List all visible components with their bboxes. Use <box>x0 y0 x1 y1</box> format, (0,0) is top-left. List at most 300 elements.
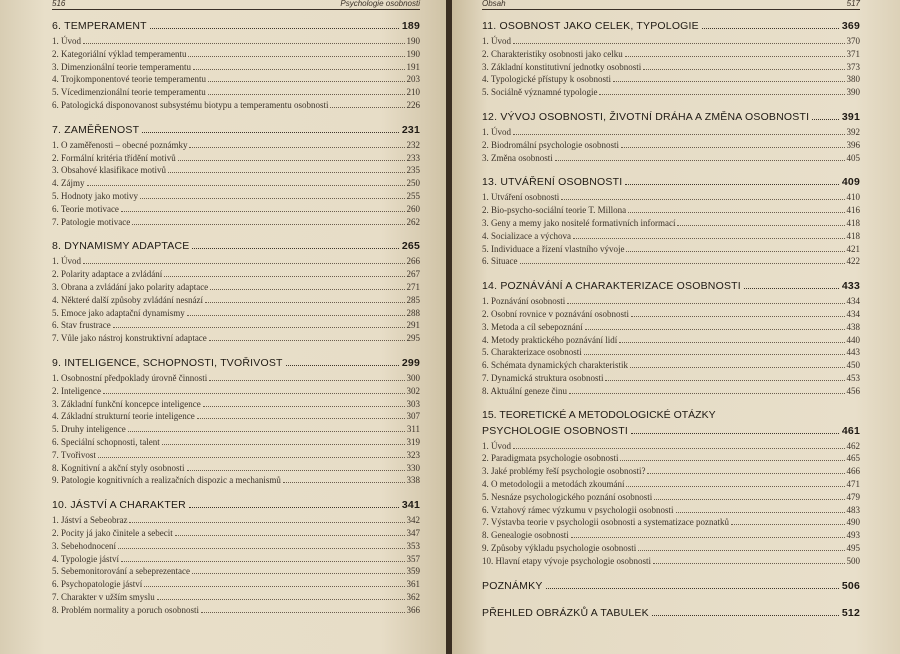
dot-leader <box>561 199 844 200</box>
entry-title: 7. Tvořivost <box>52 449 96 460</box>
dot-leader <box>150 28 399 29</box>
chapter-page-number: 299 <box>401 356 420 369</box>
toc-chapter <box>52 228 420 345</box>
entry-title: 1. Úvod <box>52 256 81 267</box>
entry-page-number: 471 <box>846 478 860 489</box>
toc-entry <box>52 565 420 578</box>
chapter-page-number: 433 <box>841 280 860 293</box>
dot-leader <box>283 482 405 483</box>
entry-title: 7. Výstavba teorie v psychologii osobnosti a systematizace poznatků <box>482 517 730 528</box>
entry-page-number: 255 <box>406 190 420 201</box>
entry-title: 3. Sebehodnocení <box>52 540 116 551</box>
dot-leader <box>205 302 405 303</box>
toc-entry <box>52 294 420 307</box>
dot-leader <box>677 225 844 226</box>
entry-page-number: 462 <box>846 440 860 451</box>
dot-leader <box>585 329 845 330</box>
entry-title: 2. Paradigmata psychologie osobnosti <box>482 453 619 464</box>
chapter-spacer <box>482 398 860 408</box>
entry-title: 3. Metoda a cíl sebepoznání <box>482 321 583 332</box>
entry-page-number: 291 <box>406 320 420 331</box>
chapter-spacer <box>482 164 860 174</box>
dot-leader <box>626 251 844 252</box>
entry-page-number: 362 <box>406 591 420 602</box>
dot-leader <box>513 134 845 135</box>
dot-leader <box>628 212 844 213</box>
toc-entry <box>52 553 420 566</box>
chapter-heading <box>482 278 860 295</box>
dot-leader <box>113 327 405 328</box>
entry-title: 2. Polarity adaptace a zvládání <box>52 269 163 280</box>
chapter-spacer <box>482 99 860 109</box>
dot-leader <box>625 56 845 57</box>
entry-page-number: 330 <box>406 462 420 473</box>
entry-title: 9. Způsoby výkladu psychologie osobnosti <box>482 542 637 553</box>
toc-chapter <box>52 112 420 229</box>
chapter-page-number: 341 <box>401 499 420 512</box>
chapter-title: 14. POZNÁVÁNÍ A CHARAKTERIZACE OSOBNOSTI <box>482 280 741 293</box>
chapter-page-number: 391 <box>841 110 860 123</box>
entry-title: 3. Základní funkční koncepce inteligence <box>52 398 201 409</box>
dot-leader <box>812 119 839 120</box>
entry-title: 4. Metody praktického poznávání lidí <box>482 334 618 345</box>
toc-entry <box>52 48 420 61</box>
toc-chapter <box>482 595 860 622</box>
dot-leader <box>83 43 405 44</box>
toc-entry <box>482 372 860 385</box>
chapter-heading <box>482 18 860 35</box>
dot-leader <box>121 211 405 212</box>
entry-page-number: 465 <box>846 453 860 464</box>
entry-title: 8. Kognitivní a akční styly osobnosti <box>52 462 185 473</box>
entry-title: 1. Osobnostní předpoklady úrovně činnosti <box>52 372 208 383</box>
entry-title: 2. Kategoriální výklad temperamentu <box>52 48 187 59</box>
dot-leader <box>513 43 845 44</box>
toc-entry <box>52 319 420 332</box>
dot-leader <box>168 172 405 173</box>
chapter-title: 10. JÁSTVÍ A CHARAKTER <box>52 499 186 512</box>
entry-page-number: 418 <box>846 217 860 228</box>
toc-entry <box>52 385 420 398</box>
dot-leader <box>187 315 405 316</box>
dot-leader <box>162 444 405 445</box>
chapter-title: PŘEHLED OBRÁZKŮ A TABULEK <box>482 606 649 619</box>
entry-title: 5. Druhy inteligence <box>52 424 126 435</box>
toc-entry <box>52 177 420 190</box>
entry-title: 7. Dynamická struktura osobnosti <box>482 372 604 383</box>
dot-leader <box>142 132 399 133</box>
entry-title: 6. Psychopatologie jáství <box>52 579 143 590</box>
entry-page-number: 203 <box>406 74 420 85</box>
entry-title: 4. Základní strukturní teorie inteligence <box>52 411 195 422</box>
dot-leader <box>330 107 404 108</box>
entry-page-number: 323 <box>406 449 420 460</box>
toc-entry <box>52 152 420 165</box>
entry-title: 4. O metodologii a metodách zkoumání <box>482 478 625 489</box>
dot-leader <box>744 288 839 289</box>
toc-entry <box>482 359 860 372</box>
entry-title: 10. Hlavní etapy vývoje psychologie osobnosti <box>482 555 651 566</box>
toc-entry <box>482 126 860 139</box>
entry-page-number: 295 <box>406 333 420 344</box>
entry-title: 1. Úvod <box>482 126 511 137</box>
toc-entry <box>52 591 420 604</box>
entry-title: 1. Jáství a Sebeobraz <box>52 515 128 526</box>
chapter-heading <box>482 605 860 622</box>
entry-page-number: 190 <box>406 36 420 46</box>
chapter-spacer <box>482 268 860 278</box>
dot-leader <box>197 418 405 419</box>
toc-chapter <box>482 568 860 595</box>
entry-page-number: 373 <box>846 61 860 72</box>
entry-title: 6. Vztahový rámec výzkumu v psychologii osobnosti <box>482 504 674 515</box>
entry-page-number: 302 <box>406 385 420 396</box>
toc-entry <box>482 529 860 542</box>
dot-leader <box>98 457 405 458</box>
toc-entry <box>52 139 420 152</box>
entry-page-number: 440 <box>846 334 860 345</box>
chapter-title: 9. INTELIGENCE, SCHOPNOSTI, TVOŘIVOST <box>52 356 283 369</box>
toc-entry <box>52 61 420 74</box>
page-number: 517 <box>846 0 860 8</box>
entry-page-number: 422 <box>846 256 860 267</box>
entry-page-number: 500 <box>846 555 860 566</box>
entry-title: 3. Obsahové klasifikace motivů <box>52 165 166 176</box>
entry-title: 6. Schémata dynamických charakteristik <box>482 360 628 371</box>
entry-title: 5. Sociálně významné typologie <box>482 87 598 98</box>
dot-leader <box>189 507 399 508</box>
entry-title: 5. Nesnáze psychologického poznání osobnosti <box>482 491 653 502</box>
dot-leader <box>129 522 404 523</box>
entry-title: 6. Stav frustrace <box>52 320 111 331</box>
entry-title: 7. Charakter v užším smyslu <box>52 591 155 602</box>
toc-entry <box>52 578 420 591</box>
chapter-spacer <box>52 112 420 122</box>
left-running-head <box>52 0 420 10</box>
toc-entry <box>52 281 420 294</box>
entry-page-number: 416 <box>846 205 860 216</box>
entry-page-number: 357 <box>406 553 420 564</box>
entry-page-number: 361 <box>406 579 420 590</box>
entry-title: 2. Biodromální psychologie osobnosti <box>482 139 619 150</box>
dot-leader <box>187 470 405 471</box>
chapter-title: 11. OSOBNOST JAKO CELEK, TYPOLOGIE <box>482 20 699 32</box>
page-number: 516 <box>52 0 66 8</box>
entry-page-number: 288 <box>406 307 420 318</box>
toc-entry <box>52 514 420 527</box>
entry-title: 7. Vůle jako nástroj konstruktivní adaptace <box>52 333 207 344</box>
chapter-title: 12. VÝVOJ OSOBNOSTI, ŽIVOTNÍ DRÁHA A ZMĚNA OSOBNOSTI <box>482 110 810 123</box>
toc-entry <box>52 307 420 320</box>
entry-title: 2. Inteligence <box>52 385 101 396</box>
entry-page-number: 266 <box>406 256 420 267</box>
entry-page-number: 410 <box>846 192 860 203</box>
entry-title: 2. Bio-psycho-sociální teorie T. Millona <box>482 205 627 216</box>
entry-title: 4. Socializace a výchova <box>482 230 571 241</box>
dot-leader <box>189 147 404 148</box>
toc-entry <box>52 190 420 203</box>
entry-page-number: 490 <box>846 517 860 528</box>
toc-entry <box>52 73 420 86</box>
entry-page-number: 190 <box>406 48 420 59</box>
dot-leader <box>571 537 845 538</box>
entry-page-number: 370 <box>846 36 860 46</box>
entry-page-number: 392 <box>846 126 860 137</box>
chapter-heading <box>482 109 860 126</box>
toc-entry <box>52 410 420 423</box>
toc-entry <box>482 440 860 453</box>
chapter-page-number: 409 <box>841 176 860 189</box>
dot-leader <box>121 561 405 562</box>
dot-leader <box>613 81 845 82</box>
chapter-page-number: 506 <box>841 579 860 592</box>
entry-title: 8. Genealogie osobnosti <box>482 530 569 541</box>
entry-page-number: 303 <box>406 398 420 409</box>
dot-leader <box>647 473 844 474</box>
right-page <box>452 0 900 654</box>
toc-entry <box>482 542 860 555</box>
entry-page-number: 380 <box>846 74 860 85</box>
dot-leader <box>654 499 844 500</box>
toc-entry <box>52 462 420 475</box>
toc-entry <box>52 423 420 436</box>
entry-title: 3. Změna osobnosti <box>482 152 553 163</box>
entry-page-number: 311 <box>406 424 420 435</box>
dot-leader <box>631 316 845 317</box>
dot-leader <box>164 276 404 277</box>
chapter-page-number: 231 <box>401 123 420 136</box>
entry-title: 2. Osobní rovnice v poznávání osobnosti <box>482 308 629 319</box>
chapter-title: 6. TEMPERAMENT <box>52 20 147 32</box>
dot-leader <box>631 433 839 434</box>
chapter-heading <box>482 423 860 440</box>
dot-leader <box>209 340 405 341</box>
toc-entry <box>482 385 860 398</box>
entry-page-number: 479 <box>846 491 860 502</box>
toc-entry <box>52 99 420 112</box>
chapter-title: 13. UTVÁŘENÍ OSOBNOSTI <box>482 176 623 189</box>
entry-page-number: 434 <box>846 296 860 307</box>
toc-entry <box>482 491 860 504</box>
toc-entry <box>482 230 860 243</box>
entry-title: 4. Některé další způsoby zvládání nesnází <box>52 294 203 305</box>
chapter-spacer <box>52 345 420 355</box>
dot-leader <box>567 303 844 304</box>
toc-entry <box>482 255 860 268</box>
dot-leader <box>599 94 844 95</box>
entry-page-number: 353 <box>406 540 420 551</box>
entry-title: 1. Poznávání osobnosti <box>482 296 566 307</box>
entry-page-number: 260 <box>406 203 420 214</box>
chapter-heading <box>482 174 860 191</box>
entry-page-number: 421 <box>846 243 860 254</box>
entry-title: 8. Problém normality a poruch osobnosti <box>52 604 199 615</box>
toc-entry <box>482 35 860 48</box>
dot-leader <box>210 289 404 290</box>
dot-leader <box>630 367 845 368</box>
toc-entry <box>482 152 860 165</box>
right-toc <box>482 18 860 622</box>
entry-title: 9. Patologie kognitivních a realizačních dispozic a mechanismů <box>52 475 281 486</box>
toc-chapter <box>52 18 420 112</box>
chapter-heading <box>52 122 420 139</box>
toc-chapter <box>52 487 420 616</box>
toc-entry <box>482 334 860 347</box>
chapter-spacer <box>52 487 420 497</box>
chapter-title-line: 15. TEORETICKÉ A METODOLOGICKÉ OTÁZKY <box>482 408 716 421</box>
dot-leader <box>620 460 844 461</box>
entry-title: 5. Hodnoty jako motivy <box>52 190 138 201</box>
entry-title: 1. Úvod <box>482 440 511 451</box>
chapter-title: 8. DYNAMISMY ADAPTACE <box>52 240 190 253</box>
toc-entry <box>52 268 420 281</box>
entry-title: 5. Sebemonitorování a sebeprezentace <box>52 566 190 577</box>
toc-entry <box>482 308 860 321</box>
toc-entry <box>482 516 860 529</box>
toc-entry <box>482 61 860 74</box>
toc-entry <box>52 216 420 229</box>
toc-entry <box>482 217 860 230</box>
dot-leader <box>193 69 405 70</box>
entry-title: 4. Typologie jáství <box>52 553 119 564</box>
entry-page-number: 493 <box>846 530 860 541</box>
toc-chapter <box>482 398 860 568</box>
entry-title: 6. Speciální schopnosti, talent <box>52 436 160 447</box>
entry-title: 1. Utváření osobnosti <box>482 192 560 203</box>
entry-page-number: 235 <box>406 165 420 176</box>
toc-entry <box>52 436 420 449</box>
toc-chapter <box>482 164 860 268</box>
dot-leader <box>546 588 839 589</box>
entry-page-number: 300 <box>406 372 420 383</box>
entry-title: 6. Teorie motivace <box>52 203 119 214</box>
entry-page-number: 232 <box>406 139 420 150</box>
entry-title: 6. Situace <box>482 256 518 267</box>
left-toc <box>52 18 420 616</box>
toc-chapter <box>482 18 860 99</box>
toc-entry <box>52 255 420 268</box>
entry-page-number: 418 <box>846 230 860 241</box>
toc-entry <box>52 35 420 48</box>
entry-title: 3. Základní konstitutivní jednotky osobnosti <box>482 61 642 72</box>
chapter-page-number: 512 <box>841 606 860 619</box>
dot-leader <box>702 28 839 29</box>
dot-leader <box>157 599 405 600</box>
toc-entry <box>52 164 420 177</box>
toc-entry <box>52 398 420 411</box>
dot-leader <box>188 56 404 57</box>
toc-chapter <box>482 99 860 164</box>
chapter-heading <box>52 355 420 372</box>
chapter-page-number: 189 <box>401 20 420 32</box>
entry-page-number: 307 <box>406 411 420 422</box>
chapter-heading <box>52 18 420 35</box>
toc-entry <box>482 452 860 465</box>
right-running-head <box>482 0 860 10</box>
toc-entry <box>482 478 860 491</box>
chapter-heading <box>482 578 860 595</box>
entry-page-number: 359 <box>406 566 420 577</box>
chapter-page-number: 369 <box>841 20 860 32</box>
entry-page-number: 226 <box>406 99 420 110</box>
toc-entry <box>52 203 420 216</box>
chapter-title: 7. ZAMĚŘENOST <box>52 123 140 136</box>
entry-title: 1. Úvod <box>52 36 81 46</box>
toc-chapter <box>482 268 860 397</box>
dot-leader <box>128 431 405 432</box>
entry-page-number: 434 <box>846 308 860 319</box>
dot-leader <box>605 380 844 381</box>
chapter-page-number: 265 <box>401 240 420 253</box>
dot-leader <box>643 69 844 70</box>
dot-leader <box>83 263 405 264</box>
entry-title: 2. Charakteristiky osobnosti jako celku <box>482 48 623 59</box>
toc-entry <box>52 86 420 99</box>
toc-entry <box>52 540 420 553</box>
entry-title: 5. Individuace a řízení vlastního vývoje <box>482 243 625 254</box>
dot-leader <box>144 586 404 587</box>
dot-leader <box>652 615 839 616</box>
dot-leader <box>731 524 844 525</box>
entry-title: 1. Úvod <box>482 36 511 46</box>
dot-leader <box>140 198 405 199</box>
entry-page-number: 347 <box>406 527 420 538</box>
dot-leader <box>192 573 405 574</box>
toc-entry <box>482 191 860 204</box>
toc-entry <box>482 504 860 517</box>
entry-page-number: 456 <box>846 385 860 396</box>
entry-page-number: 338 <box>406 475 420 486</box>
toc-entry <box>482 321 860 334</box>
entry-page-number: 285 <box>406 294 420 305</box>
dot-leader <box>209 380 404 381</box>
entry-page-number: 210 <box>406 87 420 98</box>
toc-entry <box>482 555 860 568</box>
dot-leader <box>118 548 405 549</box>
entry-page-number: 390 <box>846 87 860 98</box>
dot-leader <box>286 365 399 366</box>
entry-title: 8. Aktuální geneze činu <box>482 385 567 396</box>
toc-entry <box>52 474 420 487</box>
dot-leader <box>625 184 839 185</box>
entry-page-number: 267 <box>406 269 420 280</box>
dot-leader <box>621 147 845 148</box>
toc-entry <box>482 346 860 359</box>
dot-leader <box>192 248 398 249</box>
dot-leader <box>203 406 405 407</box>
entry-title: 2. Pocity já jako činitele a sebecit <box>52 527 173 538</box>
running-head-title: Obsah <box>482 0 506 8</box>
dot-leader <box>208 94 405 95</box>
entry-page-number: 371 <box>846 48 860 59</box>
entry-title: 3. Dimenzionální teorie temperamentu <box>52 61 191 72</box>
entry-page-number: 495 <box>846 542 860 553</box>
toc-entry <box>482 86 860 99</box>
entry-page-number: 396 <box>846 139 860 150</box>
dot-leader <box>201 612 405 613</box>
dot-leader <box>638 550 844 551</box>
toc-entry <box>482 48 860 61</box>
dot-leader <box>178 160 405 161</box>
chapter-title: POZNÁMKY <box>482 579 543 592</box>
dot-leader <box>132 224 404 225</box>
dot-leader <box>208 81 405 82</box>
entry-page-number: 438 <box>846 321 860 332</box>
entry-title: 5. Vícedimenzionální teorie temperamentu <box>52 87 206 98</box>
entry-page-number: 450 <box>846 360 860 371</box>
dot-leader <box>555 160 845 161</box>
running-head-title: Psychologie osobnosti <box>340 0 420 8</box>
